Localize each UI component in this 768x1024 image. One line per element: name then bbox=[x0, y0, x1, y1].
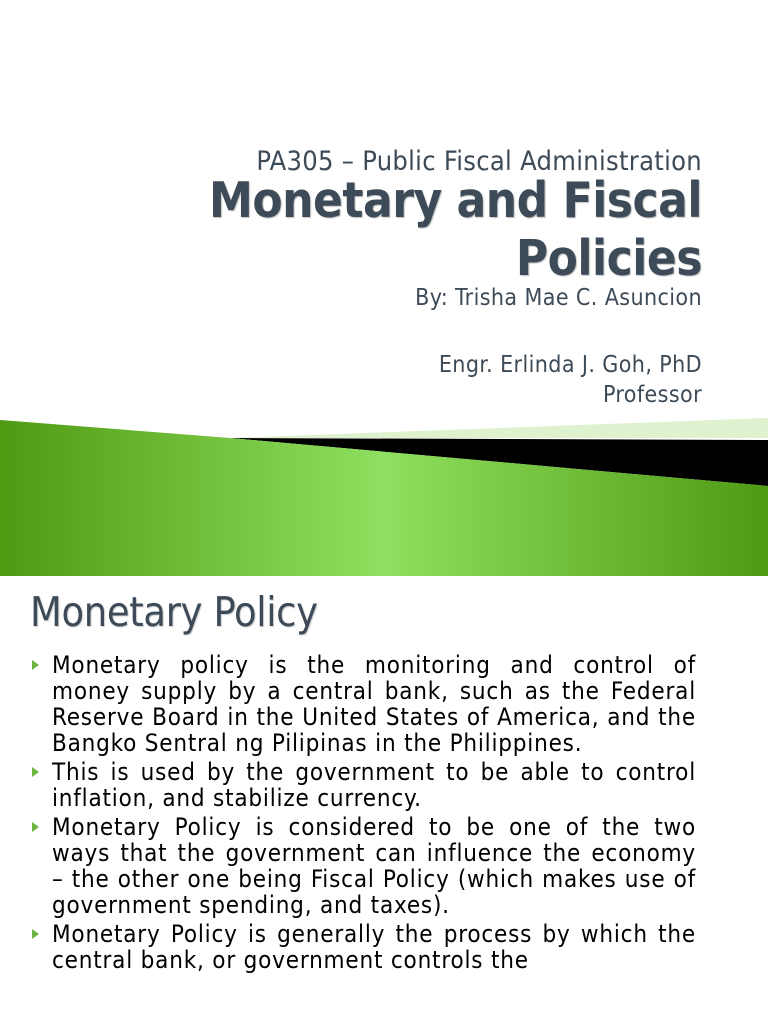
professor-name: Engr. Erlinda J. Goh, PhD bbox=[438, 352, 702, 378]
triangle-bullet-icon bbox=[32, 822, 39, 832]
bullet-text: Monetary policy is the monitoring and control of money supply by a central bank, such as the Federal Reserve Board in the United States of America, and the Bangko Sentral ng Pilipinas in the Philippines. bbox=[52, 651, 696, 757]
bullet-text: Monetary Policy is considered to be one of the two ways that the government can influence the economy – the other one being Fiscal Policy (which makes use of government spending, and taxes). bbox=[52, 813, 696, 919]
bullet-item bbox=[30, 759, 696, 811]
course-subtitle: PA305 – Public Fiscal Administration bbox=[256, 146, 702, 177]
content-slide bbox=[0, 576, 768, 1024]
presentation-title bbox=[209, 172, 702, 288]
bullet-text: This is used by the government to be able to control inflation, and stabilize currency. bbox=[52, 758, 696, 812]
title-line-1: Monetary and Fiscal bbox=[208, 172, 702, 229]
professor-block bbox=[439, 350, 702, 410]
title-line-2: Policies bbox=[515, 230, 702, 287]
slide-title: Monetary Policy bbox=[30, 588, 318, 636]
bullet-text: Monetary Policy is generally the process by which the central bank, or government controls the bbox=[52, 920, 696, 974]
triangle-bullet-icon bbox=[32, 767, 39, 777]
triangle-bullet-icon bbox=[32, 660, 39, 670]
bullet-item bbox=[30, 921, 696, 973]
triangle-bullet-icon bbox=[32, 929, 39, 939]
author-line: By: Trisha Mae C. Asuncion bbox=[415, 285, 702, 311]
bullet-item bbox=[30, 652, 696, 756]
bullet-list bbox=[30, 652, 696, 976]
bullet-item bbox=[30, 814, 696, 918]
professor-role: Professor bbox=[602, 382, 702, 408]
